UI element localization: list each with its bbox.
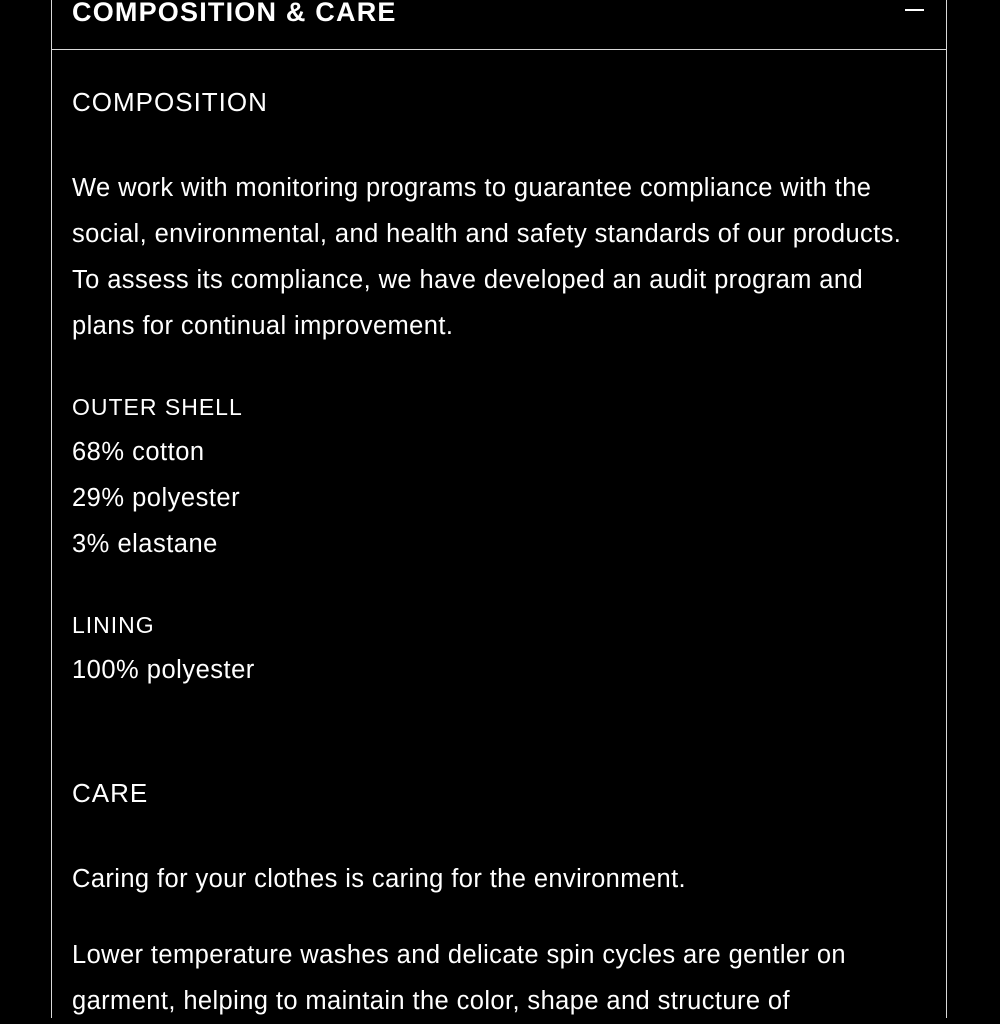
accordion-header[interactable]	[52, 0, 946, 50]
care-heading: CARE	[72, 778, 149, 808]
accordion-title: COMPOSITION & CARE	[72, 0, 397, 27]
composition-description: We work with monitoring programs to guarantee compliance with the social, environmental, and health and safety standards of our products. To assess its compliance, we have developed an audit program and plans for continual improvement.	[72, 174, 902, 340]
minus-icon[interactable]	[905, 9, 924, 11]
care-body: Lower temperature washes and delicate spin cycles are gentler on garment, helping to maintain the color, shape and structure of	[72, 941, 847, 1015]
outer-shell-item: 68% cotton	[72, 438, 205, 466]
outer-shell-label: OUTER SHELL	[72, 394, 243, 420]
lining-item: 100% polyester	[72, 656, 255, 684]
outer-shell-item: 3% elastane	[72, 530, 218, 558]
care-intro: Caring for your clothes is caring for the environment.	[72, 865, 687, 893]
lining-label: LINING	[72, 612, 155, 638]
composition-heading: COMPOSITION	[72, 87, 268, 117]
outer-shell-item: 29% polyester	[72, 484, 241, 512]
composition-care-panel	[51, 0, 947, 1018]
